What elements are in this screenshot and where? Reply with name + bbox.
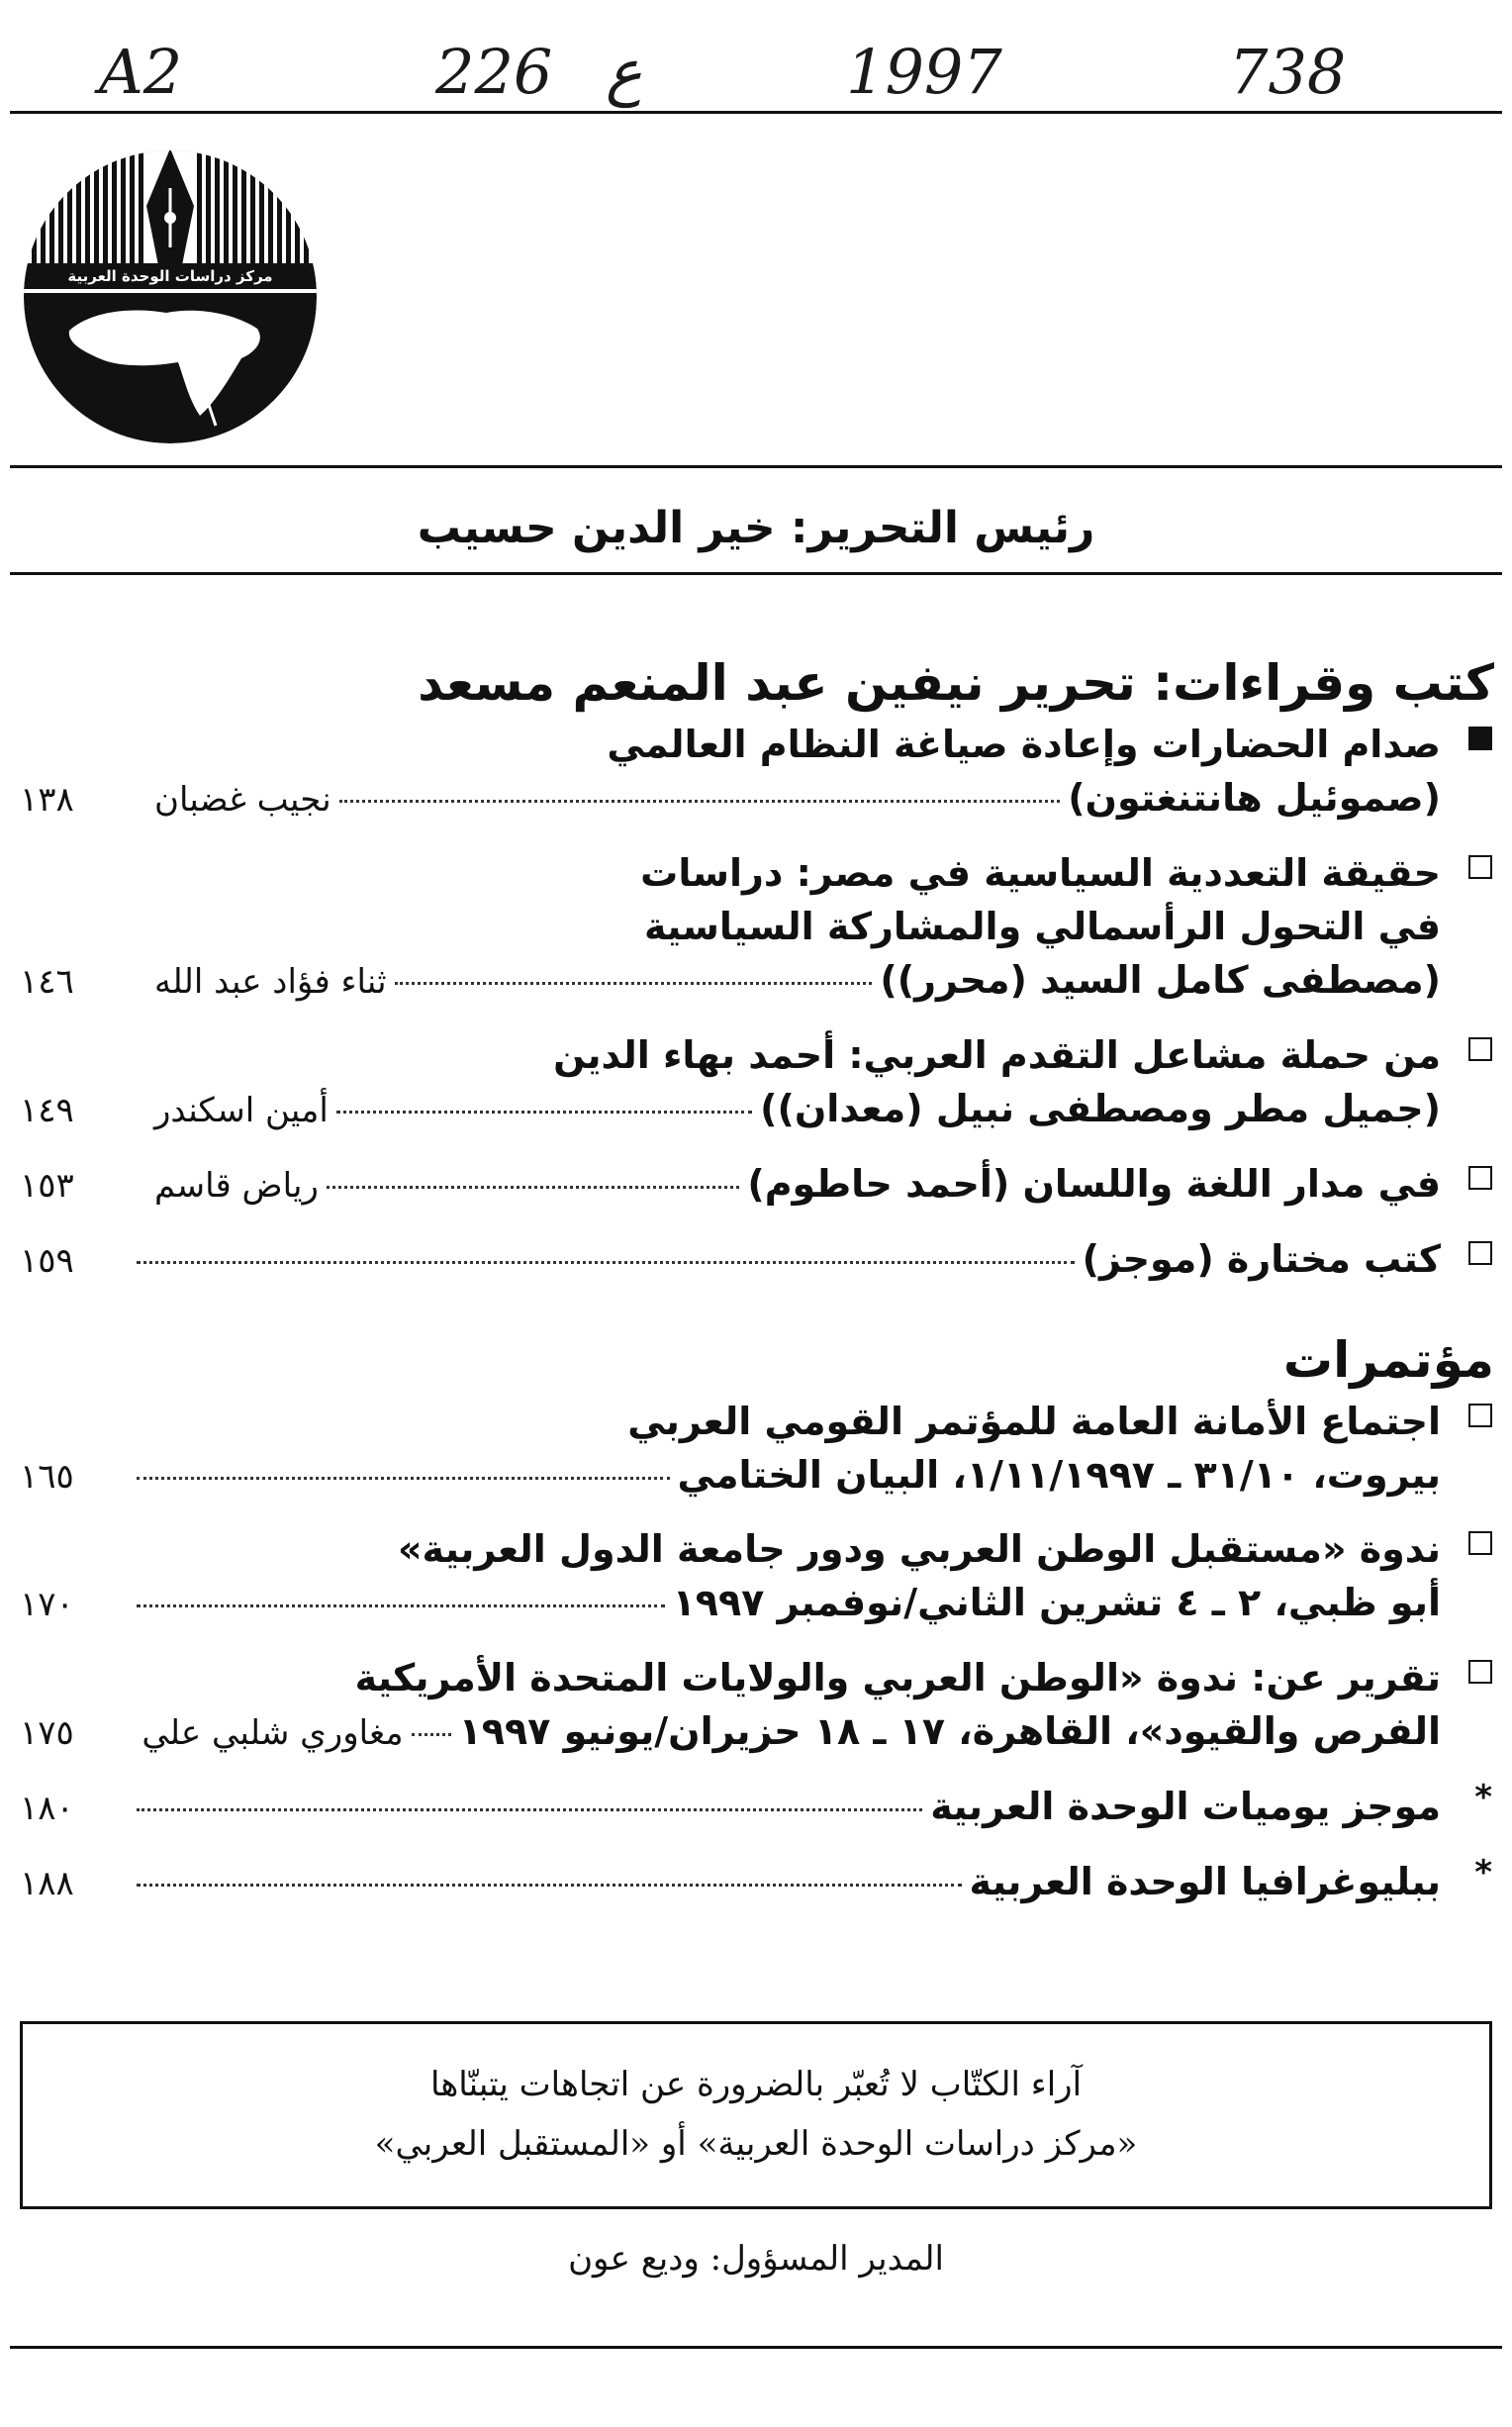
entry-page: ١٤٦ bbox=[20, 961, 74, 1002]
entry-author: أمين اسكندر bbox=[154, 1090, 329, 1130]
entry-title-line: اجتماع الأمانة العامة للمؤتمر القومي العربي bbox=[627, 1399, 1441, 1443]
entry-page: ١٣٨ bbox=[20, 779, 74, 820]
entry-title-last: الفرص والقيود»، القاهرة، ١٧ ـ ١٨ حزيران/يونيو ١٩٩٧ bbox=[458, 1709, 1441, 1754]
entry-page: ١٥٣ bbox=[20, 1165, 74, 1206]
entry-page: ١٧٥ bbox=[20, 1713, 74, 1754]
solid-square-icon bbox=[1468, 727, 1492, 750]
asterisk-icon: * bbox=[1474, 1853, 1492, 1893]
entry-title-line: تقرير عن: ندوة «الوطن العربي والولايات المتحدة الأمريكية bbox=[354, 1656, 1441, 1700]
toc-entry[interactable] bbox=[20, 719, 1494, 825]
logo-text: مركز دراسات الوحدة العربية bbox=[67, 267, 273, 285]
toc-entry[interactable] bbox=[20, 1029, 1494, 1136]
entry-title-last: بيروت، ٣١/١٠ ـ ١/١١/١٩٩٧، البيان الختامي bbox=[677, 1452, 1441, 1497]
entry-author: مغاوري شلبي علي bbox=[142, 1713, 404, 1754]
toc-entry[interactable] bbox=[20, 1652, 1494, 1759]
dot-leader bbox=[395, 982, 873, 985]
entry-title-last: ببليوغرافيا الوحدة العربية bbox=[969, 1860, 1441, 1904]
dot-leader bbox=[137, 1477, 670, 1480]
handwritten-mark-ain: ع bbox=[606, 36, 642, 108]
managing-director: المدير المسؤول: وديع عون bbox=[568, 2239, 944, 2279]
entry-page: ١٨٠ bbox=[20, 1789, 74, 1829]
disclaimer-line-1: آراء الكتّاب لا تُعبّر بالضرورة عن اتجاهات يتبنّاها bbox=[429, 2065, 1083, 2104]
toc-entry[interactable] bbox=[20, 1853, 1494, 1909]
toc-entry[interactable] bbox=[20, 1523, 1494, 1630]
toc-entry[interactable] bbox=[20, 1778, 1494, 1834]
entry-row bbox=[20, 1083, 1441, 1136]
entry-row bbox=[20, 1705, 1441, 1759]
disclaimer-box bbox=[20, 2021, 1492, 2209]
bottom-rule bbox=[10, 2346, 1502, 2349]
dot-leader bbox=[339, 800, 1060, 803]
section-heading-books: كتب وقراءات: تحرير نيفين عبد المنعم مسعد bbox=[418, 654, 1494, 712]
handwritten-mark-a2: A2 bbox=[99, 36, 183, 108]
entry-title-line: حقيقة التعددية السياسية في مصر: دراسات bbox=[640, 850, 1441, 895]
dot-leader bbox=[336, 1111, 752, 1114]
entry-title-line: من حملة مشاعل التقدم العربي: أحمد بهاء الدين bbox=[553, 1032, 1441, 1077]
entry-title-last: (مصطفى كامل السيد (محرر)) bbox=[880, 957, 1441, 1002]
entry-row bbox=[20, 1158, 1441, 1212]
hollow-square-icon bbox=[1468, 1037, 1492, 1061]
disclaimer-line-2: «مركز دراسات الوحدة العربية» أو «المستقبل العربي» bbox=[374, 2123, 1138, 2164]
hollow-square-icon bbox=[1468, 1531, 1492, 1555]
entry-title-line: صدام الحضارات وإعادة صياغة النظام العالمي bbox=[607, 723, 1441, 766]
entry-title-last: أبو ظبي، ٢ ـ ٤ تشرين الثاني/نوفمبر ١٩٩٧ bbox=[672, 1581, 1441, 1625]
toc-entry[interactable] bbox=[20, 1158, 1494, 1212]
table-of-contents bbox=[20, 653, 1494, 1909]
entry-row bbox=[20, 1233, 1441, 1287]
entry-page: ١٦٥ bbox=[20, 1456, 74, 1497]
entry-page: ١٧٠ bbox=[20, 1585, 74, 1625]
entry-title-line: ندوة «مستقبل الوطن العربي ودور جامعة الدول العربية» bbox=[398, 1527, 1441, 1572]
top-rule bbox=[10, 111, 1502, 114]
dot-leader bbox=[137, 1884, 962, 1887]
entry-row bbox=[20, 1577, 1441, 1630]
hollow-square-icon bbox=[1468, 855, 1492, 879]
hollow-square-icon bbox=[1468, 1660, 1492, 1684]
entry-author: نجيب غضبان bbox=[154, 779, 331, 820]
dot-leader bbox=[137, 1604, 665, 1607]
entry-title-last: (صموئيل هانتنغتون) bbox=[1068, 775, 1441, 820]
rule-above-editor bbox=[10, 465, 1502, 468]
toc-entry[interactable] bbox=[20, 847, 1494, 1008]
entry-title-last: موجز يوميات الوحدة العربية bbox=[930, 1785, 1441, 1829]
entry-page: ١٤٩ bbox=[20, 1090, 74, 1130]
entry-row bbox=[20, 954, 1441, 1008]
hollow-square-icon bbox=[1468, 1166, 1492, 1190]
entry-title-last: كتب مختارة (موجز) bbox=[1082, 1236, 1441, 1281]
entry-row bbox=[20, 772, 1441, 825]
toc-entry[interactable] bbox=[20, 1396, 1494, 1503]
editor-in-chief: رئيس التحرير: خير الدين حسيب bbox=[417, 503, 1095, 553]
entry-page: ١٥٩ bbox=[20, 1240, 74, 1281]
entry-row bbox=[20, 1781, 1441, 1834]
hollow-square-icon bbox=[1468, 1241, 1492, 1265]
hollow-square-icon bbox=[1468, 1404, 1492, 1427]
asterisk-icon: * bbox=[1474, 1778, 1492, 1818]
entry-author: رياض قاسم bbox=[154, 1165, 319, 1206]
center-logo-icon bbox=[22, 148, 319, 445]
toc-entry[interactable] bbox=[20, 1233, 1494, 1287]
dot-leader bbox=[412, 1733, 451, 1736]
entry-page: ١٨٨ bbox=[20, 1864, 74, 1904]
entry-row bbox=[20, 1856, 1441, 1909]
handwritten-mark-year: 1997 bbox=[846, 36, 1002, 108]
handwritten-mark-738: 738 bbox=[1229, 36, 1347, 108]
dot-leader bbox=[327, 1186, 739, 1189]
entry-title-line: في التحول الرأسمالي والمشاركة السياسية bbox=[643, 904, 1441, 948]
rule-below-editor bbox=[10, 572, 1502, 575]
entry-author: ثناء فؤاد عبد الله bbox=[154, 961, 387, 1002]
section-heading-conferences: مؤتمرات bbox=[1282, 1330, 1494, 1389]
entry-title-last: في مدار اللغة واللسان (أحمد حاطوم) bbox=[747, 1161, 1441, 1206]
dot-leader bbox=[137, 1808, 922, 1811]
dot-leader bbox=[137, 1261, 1075, 1264]
handwritten-mark-226: 226 bbox=[435, 36, 553, 108]
entry-row bbox=[20, 1449, 1441, 1503]
entry-title-last: (جميل مطر ومصطفى نبيل (معدان)) bbox=[760, 1086, 1441, 1130]
